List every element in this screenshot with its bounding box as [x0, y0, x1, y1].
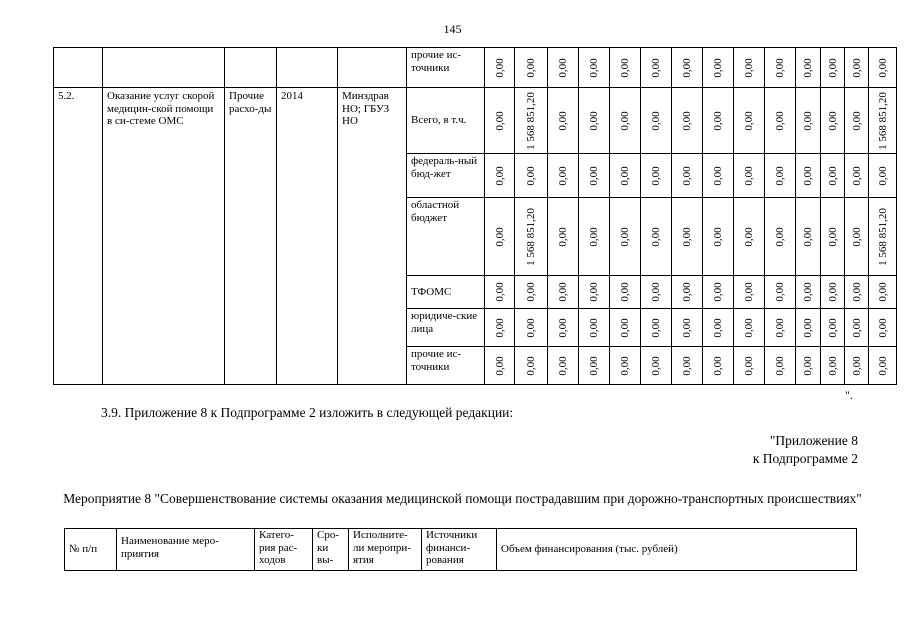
empty-cell	[54, 48, 103, 88]
value-cell	[515, 347, 548, 385]
empty-cell	[338, 48, 407, 88]
value-text: 0,00	[802, 282, 814, 302]
value-cell	[548, 154, 579, 198]
row-number: 5.2.	[54, 88, 103, 385]
value-text: 0,00	[802, 165, 814, 186]
value-cell	[703, 347, 734, 385]
value-text: 0,00	[525, 165, 537, 186]
value-text: 0,00	[650, 165, 662, 186]
value-cell	[703, 309, 734, 347]
empty-cell	[225, 48, 277, 88]
value-cell	[869, 347, 897, 385]
value-cell	[485, 48, 515, 88]
value-text: 0,00	[743, 165, 755, 186]
header-deadlines: Сро-ки вы-	[313, 529, 349, 571]
value-cell	[515, 309, 548, 347]
source-label: юридиче-ские лица	[407, 309, 485, 347]
value-text: 1 568 851,20	[525, 91, 537, 150]
value-text: 0,00	[588, 226, 600, 247]
value-text: 0,00	[557, 110, 569, 131]
value-text: 0,00	[774, 110, 786, 131]
value-cell	[641, 198, 672, 276]
value-cell	[869, 48, 897, 88]
value-text: 0,00	[619, 355, 631, 376]
value-text: 0,00	[826, 282, 839, 302]
value-cell	[515, 48, 548, 88]
source-label: ТФОМС	[407, 276, 485, 309]
value-text: 0,00	[493, 110, 506, 131]
value-cell	[869, 198, 897, 276]
value-text: 0,00	[650, 282, 662, 302]
value-cell	[579, 198, 610, 276]
value-text: 0,00	[743, 317, 755, 338]
value-cell	[703, 48, 734, 88]
value-text: 0,00	[650, 317, 662, 338]
value-cell	[579, 48, 610, 88]
value-cell	[515, 88, 548, 154]
value-text: 0,00	[774, 282, 786, 302]
value-text: 0,00	[619, 110, 631, 131]
value-cell	[845, 276, 869, 309]
value-text: 0,00	[588, 355, 600, 376]
value-cell	[821, 198, 845, 276]
value-cell	[796, 88, 821, 154]
value-text: 1 568 851,20	[525, 207, 537, 266]
value-text: 0,00	[876, 165, 889, 186]
value-text: 0,00	[493, 355, 506, 376]
value-cell	[672, 198, 703, 276]
attachment-line-1: "Приложение 8	[769, 433, 858, 448]
value-text: 0,00	[493, 282, 506, 302]
value-cell	[869, 88, 897, 154]
value-cell	[548, 276, 579, 309]
value-cell	[672, 154, 703, 198]
attachment-line-2: к Подпрограмме 2	[752, 450, 858, 466]
value-cell	[672, 309, 703, 347]
value-cell	[579, 309, 610, 347]
value-text: 0,00	[743, 282, 755, 302]
year: 2014	[277, 88, 338, 385]
value-text: 0,00	[681, 165, 693, 186]
header-row	[65, 529, 857, 571]
value-text: 1 568 851,20	[876, 91, 889, 150]
value-cell	[672, 48, 703, 88]
source-label: прочие ис-точники	[407, 48, 485, 88]
value-text: 0,00	[774, 165, 786, 186]
value-cell	[734, 198, 765, 276]
value-text: 0,00	[743, 110, 755, 131]
value-cell	[845, 154, 869, 198]
value-text: 0,00	[557, 355, 569, 376]
empty-cell	[103, 48, 225, 88]
value-cell	[765, 347, 796, 385]
value-cell	[579, 154, 610, 198]
value-cell	[610, 276, 641, 309]
value-cell	[845, 347, 869, 385]
source-label: федераль-ный бюд-жет	[407, 154, 485, 198]
value-cell	[641, 48, 672, 88]
value-cell	[765, 309, 796, 347]
value-cell	[869, 154, 897, 198]
value-cell	[672, 276, 703, 309]
value-text: 0,00	[774, 317, 786, 338]
value-text: 0,00	[588, 282, 600, 302]
value-text: 0,00	[619, 282, 631, 302]
value-cell	[869, 276, 897, 309]
value-text: 0,00	[588, 57, 600, 78]
value-cell	[610, 48, 641, 88]
value-cell	[796, 347, 821, 385]
value-text: 0,00	[619, 226, 631, 247]
value-text: 0,00	[650, 355, 662, 376]
activity-name: Оказание услуг скорой медицин-ской помощи в си-стеме ОМС	[103, 88, 225, 385]
value-text: 0,00	[681, 57, 693, 78]
value-text: 0,00	[712, 317, 724, 338]
value-cell	[515, 154, 548, 198]
value-cell	[796, 309, 821, 347]
value-text: 0,00	[525, 57, 537, 78]
value-cell	[485, 154, 515, 198]
value-cell	[485, 309, 515, 347]
value-text: 0,00	[493, 226, 506, 247]
value-cell	[672, 88, 703, 154]
value-text: 0,00	[774, 226, 786, 247]
value-cell	[548, 88, 579, 154]
value-text: 0,00	[681, 317, 693, 338]
value-cell	[765, 198, 796, 276]
header-category: Катего-рия рас-ходов	[255, 529, 313, 571]
value-text: 0,00	[802, 226, 814, 247]
value-cell	[765, 154, 796, 198]
value-text: 0,00	[774, 57, 786, 78]
paragraph-3-9: 3.9. Приложение 8 к Подпрограмме 2 изложить в следующей редакции:	[101, 405, 514, 420]
value-text: 0,00	[493, 57, 506, 78]
value-cell	[821, 154, 845, 198]
value-text: 0,00	[802, 317, 814, 338]
value-cell	[796, 198, 821, 276]
value-text: 0,00	[826, 226, 839, 247]
value-text: 1 568 851,20	[876, 207, 889, 266]
value-cell	[703, 88, 734, 154]
value-cell	[821, 347, 845, 385]
value-cell	[485, 198, 515, 276]
value-text: 0,00	[850, 57, 863, 78]
value-cell	[548, 48, 579, 88]
source-label: областной бюджет	[407, 198, 485, 276]
source-row	[54, 88, 897, 154]
value-cell	[796, 154, 821, 198]
value-text: 0,00	[743, 355, 755, 376]
value-cell	[485, 88, 515, 154]
value-cell	[765, 88, 796, 154]
value-cell	[641, 88, 672, 154]
value-text: 0,00	[850, 226, 863, 247]
value-text: 0,00	[681, 355, 693, 376]
value-text: 0,00	[525, 282, 537, 302]
value-text: 0,00	[712, 165, 724, 186]
value-text: 0,00	[493, 165, 506, 186]
value-cell	[765, 276, 796, 309]
page-number: 145	[443, 22, 462, 36]
header-activity-name: Наименование меро-приятия	[117, 529, 255, 571]
value-cell	[579, 88, 610, 154]
value-cell	[734, 276, 765, 309]
attachment-caption	[600, 432, 858, 467]
value-cell	[610, 347, 641, 385]
activity-8-table	[64, 528, 857, 571]
value-text: 0,00	[525, 317, 537, 338]
value-cell	[641, 347, 672, 385]
value-text: 0,00	[681, 282, 693, 302]
header-funding-volume: Объем финансирования (тыс. рублей)	[497, 529, 857, 571]
value-cell	[610, 154, 641, 198]
value-cell	[845, 309, 869, 347]
closing-quote: ".	[845, 388, 853, 402]
value-text: 0,00	[557, 57, 569, 78]
value-text: 0,00	[743, 226, 755, 247]
value-cell	[821, 88, 845, 154]
value-cell	[821, 48, 845, 88]
source-label: прочие ис-точники	[407, 347, 485, 385]
value-cell	[610, 88, 641, 154]
value-cell	[672, 347, 703, 385]
value-cell	[610, 309, 641, 347]
header-funding-sources: Источники финанси-рования	[422, 529, 497, 571]
header-row-number: № п/п	[65, 529, 117, 571]
value-text: 0,00	[588, 165, 600, 186]
value-cell	[734, 88, 765, 154]
value-cell	[734, 48, 765, 88]
value-text: 0,00	[850, 317, 863, 338]
value-cell	[796, 276, 821, 309]
activity-heading: Мероприятие 8 "Совершенствование системы оказания медицинской помощи пострадавшим при дорожно-транспортных происшествиях"	[63, 491, 862, 506]
value-cell	[641, 309, 672, 347]
value-cell	[703, 276, 734, 309]
empty-cell	[277, 48, 338, 88]
value-text: 0,00	[493, 317, 506, 338]
value-cell	[845, 48, 869, 88]
value-text: 0,00	[681, 226, 693, 247]
value-text: 0,00	[557, 317, 569, 338]
value-cell	[734, 309, 765, 347]
value-text: 0,00	[681, 110, 693, 131]
value-text: 0,00	[850, 165, 863, 186]
expense-category: Прочие расхо-ды	[225, 88, 277, 385]
value-cell	[821, 276, 845, 309]
value-text: 0,00	[588, 110, 600, 131]
value-text: 0,00	[619, 165, 631, 186]
value-cell	[796, 48, 821, 88]
value-text: 0,00	[774, 355, 786, 376]
value-cell	[703, 198, 734, 276]
value-text: 0,00	[588, 317, 600, 338]
value-text: 0,00	[802, 355, 814, 376]
value-cell	[610, 198, 641, 276]
value-text: 0,00	[826, 110, 839, 131]
value-text: 0,00	[850, 282, 863, 302]
value-text: 0,00	[826, 317, 839, 338]
value-cell	[579, 347, 610, 385]
value-cell	[869, 309, 897, 347]
value-text: 0,00	[876, 282, 889, 302]
value-text: 0,00	[712, 355, 724, 376]
value-text: 0,00	[712, 282, 724, 302]
source-label: Всего, в т.ч.	[407, 88, 485, 154]
value-cell	[845, 88, 869, 154]
value-text: 0,00	[712, 110, 724, 131]
value-cell	[845, 198, 869, 276]
value-cell	[765, 48, 796, 88]
value-cell	[821, 309, 845, 347]
value-text: 0,00	[557, 282, 569, 302]
value-text: 0,00	[712, 57, 724, 78]
executors: Минздрав НО; ГБУЗ НО	[338, 88, 407, 385]
value-text: 0,00	[826, 165, 839, 186]
value-text: 0,00	[743, 57, 755, 78]
value-cell	[485, 276, 515, 309]
value-cell	[641, 154, 672, 198]
continuation-row	[54, 48, 897, 88]
value-text: 0,00	[619, 317, 631, 338]
value-text: 0,00	[826, 57, 839, 78]
value-text: 0,00	[650, 226, 662, 247]
value-cell	[548, 347, 579, 385]
value-cell	[703, 154, 734, 198]
value-cell	[734, 154, 765, 198]
value-text: 0,00	[802, 110, 814, 131]
value-text: 0,00	[876, 317, 889, 338]
value-text: 0,00	[525, 355, 537, 376]
value-text: 0,00	[557, 165, 569, 186]
value-cell	[515, 198, 548, 276]
value-text: 0,00	[650, 57, 662, 78]
value-text: 0,00	[876, 355, 889, 376]
value-text: 0,00	[619, 57, 631, 78]
value-cell	[734, 347, 765, 385]
value-text: 0,00	[826, 355, 839, 376]
value-text: 0,00	[712, 226, 724, 247]
value-cell	[548, 198, 579, 276]
value-cell	[485, 347, 515, 385]
header-executors: Исполните-ли меропри-ятия	[349, 529, 422, 571]
value-cell	[641, 276, 672, 309]
value-text: 0,00	[557, 226, 569, 247]
value-cell	[579, 276, 610, 309]
financing-table	[53, 47, 897, 385]
value-text: 0,00	[850, 355, 863, 376]
value-cell	[548, 309, 579, 347]
value-text: 0,00	[650, 110, 662, 131]
value-text: 0,00	[802, 57, 814, 78]
value-cell	[515, 276, 548, 309]
value-text: 0,00	[850, 110, 863, 131]
value-text: 0,00	[876, 57, 889, 78]
